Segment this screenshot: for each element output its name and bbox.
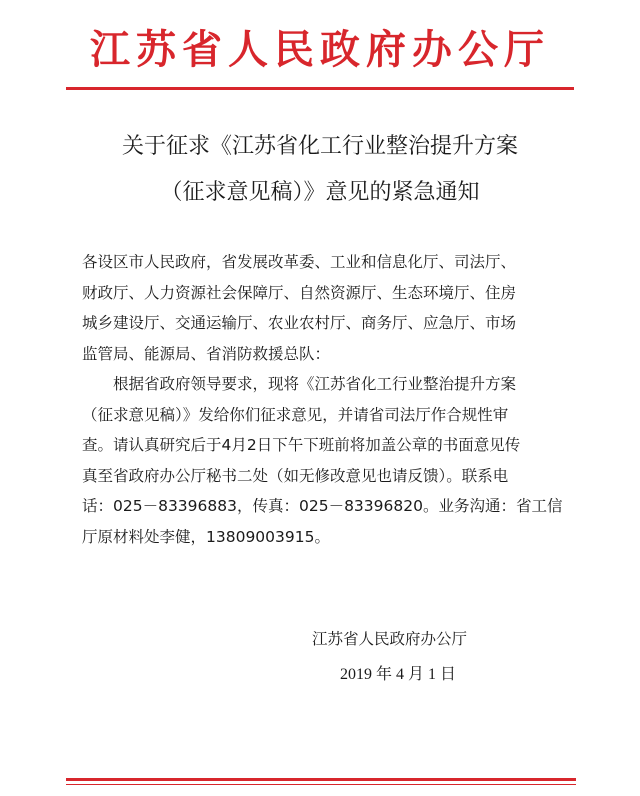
addressee-line: 监管局、能源局、省消防救援总队：	[82, 344, 331, 363]
addressee-line: 城乡建设厅、交通运输厅、农业农村厅、商务厅、应急厅、市场	[82, 314, 517, 332]
addressee-block	[82, 247, 568, 369]
document-title-line-2: （征求意见稿）》意见的紧急通知	[160, 180, 480, 205]
body-line: 根据省政府领导要求，现将《江苏省化工行业整治提升方案	[113, 375, 517, 393]
signature-organization: 江苏省人民政府办公厅	[312, 630, 468, 648]
document-title-line-1: 关于征求《江苏省化工行业整治提升方案	[121, 134, 518, 159]
addressee-line: 各设区市人民政府，省发展改革委、工业和信息化厅、司法厅、	[82, 253, 517, 271]
body-line: 话：025－83396883，传真：025－83396820。业务沟通：省工信	[82, 497, 563, 515]
body-line: 真至省政府办公厅秘书二处（如无修改意见也请反馈）。联系电	[82, 466, 509, 485]
footer-red-rule-thin	[66, 784, 576, 785]
signature-date: 2019 年 4 月 1 日	[340, 666, 457, 683]
issuer-title: 江苏省人民政府办公厅	[90, 27, 550, 73]
footer-red-rule-thick	[66, 778, 576, 781]
addressee-line: 财政厅、人力资源社会保障厅、自然资源厅、生态环境厅、住房	[82, 283, 517, 302]
header-red-rule	[66, 87, 574, 90]
body-paragraph	[82, 369, 568, 552]
body-line: 厅原材料处李健，13809003915。	[82, 527, 330, 546]
body-line: 查。请认真研究后于4月2日下午下班前将加盖公章的书面意见传	[82, 436, 521, 454]
body-line: （征求意见稿）》发给你们征求意见，并请省司法厅作合规性审	[82, 405, 509, 424]
